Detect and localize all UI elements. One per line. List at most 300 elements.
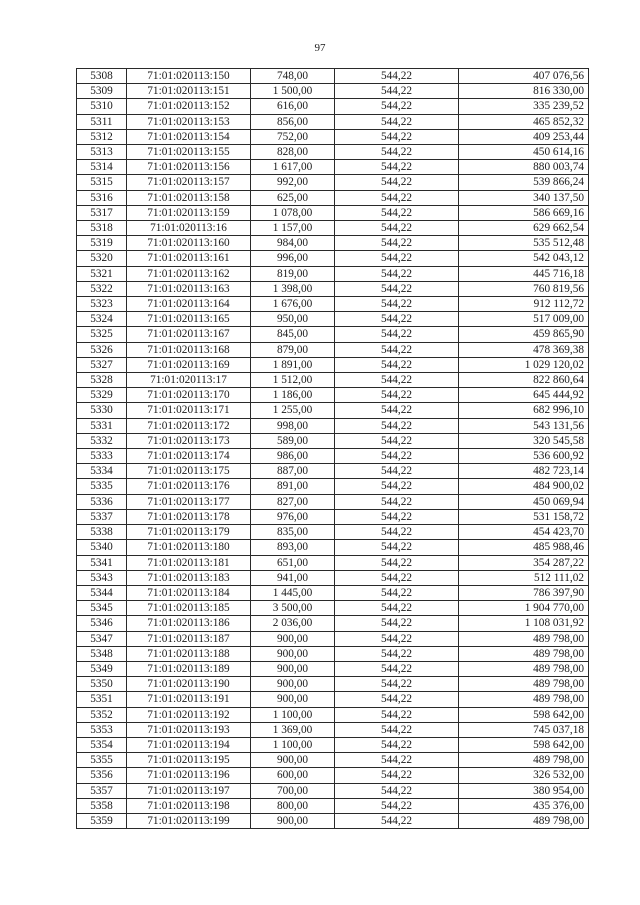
table-row (77, 190, 589, 205)
table-row (77, 297, 589, 312)
table-row (77, 753, 589, 768)
cadastral-value-cell: 380 954,00 (459, 783, 589, 798)
table-row (77, 175, 589, 190)
row-number-cell: 5355 (77, 753, 127, 768)
row-number-cell: 5325 (77, 327, 127, 342)
cadastral-value-cell: 598 642,00 (459, 737, 589, 752)
cadastral-number-cell: 71:01:020113:184 (127, 585, 251, 600)
unit-value-cell: 544,22 (335, 783, 459, 798)
cadastral-number-cell: 71:01:020113:174 (127, 449, 251, 464)
table-row (77, 768, 589, 783)
table-row (77, 99, 589, 114)
cadastral-value-cell: 454 423,70 (459, 525, 589, 540)
table-row (77, 221, 589, 236)
row-number-cell: 5358 (77, 798, 127, 813)
unit-value-cell: 544,22 (335, 585, 459, 600)
row-number-cell: 5330 (77, 403, 127, 418)
area-cell: 856,00 (251, 114, 335, 129)
unit-value-cell: 544,22 (335, 737, 459, 752)
area-cell: 900,00 (251, 753, 335, 768)
cadastral-number-cell: 71:01:020113:187 (127, 631, 251, 646)
cadastral-value-cell: 1 904 770,00 (459, 601, 589, 616)
table-row (77, 145, 589, 160)
cadastral-value-cell: 745 037,18 (459, 722, 589, 737)
row-number-cell: 5321 (77, 266, 127, 281)
unit-value-cell: 544,22 (335, 540, 459, 555)
cadastral-number-cell: 71:01:020113:189 (127, 661, 251, 676)
area-cell: 998,00 (251, 418, 335, 433)
cadastral-number-cell: 71:01:020113:183 (127, 570, 251, 585)
unit-value-cell: 544,22 (335, 221, 459, 236)
cadastral-value-cell: 489 798,00 (459, 631, 589, 646)
cadastral-number-cell: 71:01:020113:158 (127, 190, 251, 205)
row-number-cell: 5320 (77, 251, 127, 266)
table-row (77, 494, 589, 509)
cadastral-number-cell: 71:01:020113:164 (127, 297, 251, 312)
table-row (77, 342, 589, 357)
cadastral-number-cell: 71:01:020113:191 (127, 692, 251, 707)
unit-value-cell: 544,22 (335, 479, 459, 494)
cadastral-number-cell: 71:01:020113:188 (127, 646, 251, 661)
table-row (77, 813, 589, 828)
cadastral-value-cell: 407 076,56 (459, 69, 589, 84)
area-cell: 2 036,00 (251, 616, 335, 631)
unit-value-cell: 544,22 (335, 175, 459, 190)
cadastral-value-table (76, 68, 589, 829)
area-cell: 879,00 (251, 342, 335, 357)
area-cell: 992,00 (251, 175, 335, 190)
cadastral-number-cell: 71:01:020113:167 (127, 327, 251, 342)
unit-value-cell: 544,22 (335, 449, 459, 464)
area-cell: 616,00 (251, 99, 335, 114)
table-row (77, 357, 589, 372)
row-number-cell: 5349 (77, 661, 127, 676)
cadastral-value-cell: 586 669,16 (459, 205, 589, 220)
cadastral-value-cell: 531 158,72 (459, 509, 589, 524)
unit-value-cell: 544,22 (335, 433, 459, 448)
cadastral-value-cell: 489 798,00 (459, 692, 589, 707)
unit-value-cell: 544,22 (335, 205, 459, 220)
cadastral-number-cell: 71:01:020113:17 (127, 373, 251, 388)
table-row (77, 631, 589, 646)
table-row (77, 160, 589, 175)
area-cell: 800,00 (251, 798, 335, 813)
row-number-cell: 5317 (77, 205, 127, 220)
unit-value-cell: 544,22 (335, 129, 459, 144)
table-row (77, 251, 589, 266)
table-row (77, 737, 589, 752)
table-row (77, 373, 589, 388)
row-number-cell: 5332 (77, 433, 127, 448)
row-number-cell: 5353 (77, 722, 127, 737)
table-row (77, 570, 589, 585)
row-number-cell: 5322 (77, 281, 127, 296)
table-row (77, 281, 589, 296)
unit-value-cell: 544,22 (335, 631, 459, 646)
table-row (77, 327, 589, 342)
unit-value-cell: 544,22 (335, 813, 459, 828)
area-cell: 700,00 (251, 783, 335, 798)
unit-value-cell: 544,22 (335, 661, 459, 676)
unit-value-cell: 544,22 (335, 677, 459, 692)
unit-value-cell: 544,22 (335, 722, 459, 737)
row-number-cell: 5335 (77, 479, 127, 494)
area-cell: 900,00 (251, 813, 335, 828)
area-cell: 3 500,00 (251, 601, 335, 616)
cadastral-number-cell: 71:01:020113:181 (127, 555, 251, 570)
unit-value-cell: 544,22 (335, 327, 459, 342)
area-cell: 996,00 (251, 251, 335, 266)
area-cell: 589,00 (251, 433, 335, 448)
table-row (77, 661, 589, 676)
unit-value-cell: 544,22 (335, 145, 459, 160)
cadastral-value-cell: 816 330,00 (459, 84, 589, 99)
table-body (77, 69, 589, 829)
cadastral-number-cell: 71:01:020113:16 (127, 221, 251, 236)
cadastral-number-cell: 71:01:020113:163 (127, 281, 251, 296)
area-cell: 941,00 (251, 570, 335, 585)
cadastral-value-cell: 450 069,94 (459, 494, 589, 509)
unit-value-cell: 544,22 (335, 342, 459, 357)
cadastral-number-cell: 71:01:020113:190 (127, 677, 251, 692)
row-number-cell: 5309 (77, 84, 127, 99)
cadastral-number-cell: 71:01:020113:150 (127, 69, 251, 84)
cadastral-value-cell: 629 662,54 (459, 221, 589, 236)
row-number-cell: 5308 (77, 69, 127, 84)
cadastral-value-cell: 539 866,24 (459, 175, 589, 190)
table-row (77, 479, 589, 494)
area-cell: 625,00 (251, 190, 335, 205)
row-number-cell: 5316 (77, 190, 127, 205)
area-cell: 651,00 (251, 555, 335, 570)
area-cell: 1 078,00 (251, 205, 335, 220)
cadastral-number-cell: 71:01:020113:199 (127, 813, 251, 828)
area-cell: 900,00 (251, 677, 335, 692)
row-number-cell: 5343 (77, 570, 127, 585)
area-cell: 887,00 (251, 464, 335, 479)
cadastral-number-cell: 71:01:020113:152 (127, 99, 251, 114)
cadastral-value-cell: 645 444,92 (459, 388, 589, 403)
cadastral-value-cell: 482 723,14 (459, 464, 589, 479)
unit-value-cell: 544,22 (335, 525, 459, 540)
unit-value-cell: 544,22 (335, 297, 459, 312)
row-number-cell: 5347 (77, 631, 127, 646)
unit-value-cell: 544,22 (335, 388, 459, 403)
unit-value-cell: 544,22 (335, 373, 459, 388)
table-row (77, 312, 589, 327)
cadastral-value-cell: 465 852,32 (459, 114, 589, 129)
cadastral-value-cell: 435 376,00 (459, 798, 589, 813)
table-row (77, 205, 589, 220)
area-cell: 1 157,00 (251, 221, 335, 236)
cadastral-number-cell: 71:01:020113:154 (127, 129, 251, 144)
cadastral-value-cell: 912 112,72 (459, 297, 589, 312)
area-cell: 1 617,00 (251, 160, 335, 175)
table-row (77, 707, 589, 722)
area-cell: 1 445,00 (251, 585, 335, 600)
unit-value-cell: 544,22 (335, 281, 459, 296)
table-row (77, 692, 589, 707)
row-number-cell: 5318 (77, 221, 127, 236)
cadastral-number-cell: 71:01:020113:175 (127, 464, 251, 479)
area-cell: 900,00 (251, 692, 335, 707)
table-row (77, 449, 589, 464)
cadastral-number-cell: 71:01:020113:194 (127, 737, 251, 752)
cadastral-value-cell: 450 614,16 (459, 145, 589, 160)
row-number-cell: 5356 (77, 768, 127, 783)
cadastral-number-cell: 71:01:020113:178 (127, 509, 251, 524)
cadastral-number-cell: 71:01:020113:170 (127, 388, 251, 403)
cadastral-number-cell: 71:01:020113:153 (127, 114, 251, 129)
cadastral-value-cell: 760 819,56 (459, 281, 589, 296)
area-cell: 950,00 (251, 312, 335, 327)
unit-value-cell: 544,22 (335, 707, 459, 722)
cadastral-value-cell: 786 397,90 (459, 585, 589, 600)
area-cell: 752,00 (251, 129, 335, 144)
cadastral-number-cell: 71:01:020113:192 (127, 707, 251, 722)
cadastral-value-cell: 445 716,18 (459, 266, 589, 281)
table-row (77, 236, 589, 251)
table-row (77, 433, 589, 448)
area-cell: 1 369,00 (251, 722, 335, 737)
cadastral-value-cell: 320 545,58 (459, 433, 589, 448)
table-row (77, 129, 589, 144)
cadastral-number-cell: 71:01:020113:172 (127, 418, 251, 433)
unit-value-cell: 544,22 (335, 236, 459, 251)
table-row (77, 266, 589, 281)
page-number: 97 (314, 42, 326, 54)
table-row (77, 601, 589, 616)
area-cell: 819,00 (251, 266, 335, 281)
cadastral-value-cell: 326 532,00 (459, 768, 589, 783)
row-number-cell: 5338 (77, 525, 127, 540)
row-number-cell: 5323 (77, 297, 127, 312)
unit-value-cell: 544,22 (335, 190, 459, 205)
row-number-cell: 5314 (77, 160, 127, 175)
unit-value-cell: 544,22 (335, 616, 459, 631)
row-number-cell: 5336 (77, 494, 127, 509)
cadastral-number-cell: 71:01:020113:159 (127, 205, 251, 220)
cadastral-number-cell: 71:01:020113:171 (127, 403, 251, 418)
unit-value-cell: 544,22 (335, 798, 459, 813)
cadastral-value-cell: 682 996,10 (459, 403, 589, 418)
cadastral-value-cell: 542 043,12 (459, 251, 589, 266)
cadastral-value-cell: 535 512,48 (459, 236, 589, 251)
area-cell: 976,00 (251, 509, 335, 524)
area-cell: 1 255,00 (251, 403, 335, 418)
table-row (77, 646, 589, 661)
cadastral-value-cell: 459 865,90 (459, 327, 589, 342)
row-number-cell: 5312 (77, 129, 127, 144)
cadastral-number-cell: 71:01:020113:156 (127, 160, 251, 175)
cadastral-value-cell: 822 860,64 (459, 373, 589, 388)
cadastral-number-cell: 71:01:020113:165 (127, 312, 251, 327)
cadastral-value-cell: 536 600,92 (459, 449, 589, 464)
cadastral-value-cell: 409 253,44 (459, 129, 589, 144)
area-cell: 900,00 (251, 631, 335, 646)
cadastral-number-cell: 71:01:020113:157 (127, 175, 251, 190)
unit-value-cell: 544,22 (335, 646, 459, 661)
row-number-cell: 5354 (77, 737, 127, 752)
area-cell: 1 100,00 (251, 707, 335, 722)
table-row (77, 403, 589, 418)
area-cell: 827,00 (251, 494, 335, 509)
cadastral-number-cell: 71:01:020113:173 (127, 433, 251, 448)
row-number-cell: 5326 (77, 342, 127, 357)
unit-value-cell: 544,22 (335, 114, 459, 129)
row-number-cell: 5350 (77, 677, 127, 692)
table-row (77, 722, 589, 737)
cadastral-number-cell: 71:01:020113:169 (127, 357, 251, 372)
unit-value-cell: 544,22 (335, 768, 459, 783)
table-row (77, 798, 589, 813)
cadastral-number-cell: 71:01:020113:180 (127, 540, 251, 555)
unit-value-cell: 544,22 (335, 494, 459, 509)
unit-value-cell: 544,22 (335, 601, 459, 616)
cadastral-value-cell: 1 029 120,02 (459, 357, 589, 372)
table-row (77, 69, 589, 84)
cadastral-number-cell: 71:01:020113:160 (127, 236, 251, 251)
table-row (77, 616, 589, 631)
cadastral-value-cell: 340 137,50 (459, 190, 589, 205)
area-cell: 1 891,00 (251, 357, 335, 372)
area-cell: 828,00 (251, 145, 335, 160)
table-row (77, 418, 589, 433)
table-row (77, 509, 589, 524)
row-number-cell: 5319 (77, 236, 127, 251)
table-row (77, 464, 589, 479)
row-number-cell: 5327 (77, 357, 127, 372)
cadastral-value-cell: 517 009,00 (459, 312, 589, 327)
area-cell: 1 186,00 (251, 388, 335, 403)
cadastral-number-cell: 71:01:020113:162 (127, 266, 251, 281)
row-number-cell: 5315 (77, 175, 127, 190)
row-number-cell: 5346 (77, 616, 127, 631)
area-cell: 748,00 (251, 69, 335, 84)
cadastral-number-cell: 71:01:020113:185 (127, 601, 251, 616)
unit-value-cell: 544,22 (335, 266, 459, 281)
table-row (77, 540, 589, 555)
area-cell: 984,00 (251, 236, 335, 251)
area-cell: 845,00 (251, 327, 335, 342)
area-cell: 600,00 (251, 768, 335, 783)
unit-value-cell: 544,22 (335, 251, 459, 266)
cadastral-value-cell: 354 287,22 (459, 555, 589, 570)
cadastral-value-cell: 489 798,00 (459, 813, 589, 828)
cadastral-number-cell: 71:01:020113:193 (127, 722, 251, 737)
area-cell: 893,00 (251, 540, 335, 555)
unit-value-cell: 544,22 (335, 357, 459, 372)
area-cell: 1 100,00 (251, 737, 335, 752)
row-number-cell: 5334 (77, 464, 127, 479)
cadastral-value-cell: 512 111,02 (459, 570, 589, 585)
area-cell: 1 676,00 (251, 297, 335, 312)
row-number-cell: 5357 (77, 783, 127, 798)
area-cell: 1 500,00 (251, 84, 335, 99)
row-number-cell: 5344 (77, 585, 127, 600)
cadastral-number-cell: 71:01:020113:195 (127, 753, 251, 768)
cadastral-value-cell: 598 642,00 (459, 707, 589, 722)
cadastral-value-cell: 484 900,02 (459, 479, 589, 494)
row-number-cell: 5331 (77, 418, 127, 433)
cadastral-number-cell: 71:01:020113:161 (127, 251, 251, 266)
row-number-cell: 5345 (77, 601, 127, 616)
area-cell: 835,00 (251, 525, 335, 540)
area-cell: 900,00 (251, 661, 335, 676)
unit-value-cell: 544,22 (335, 555, 459, 570)
cadastral-value-cell: 489 798,00 (459, 646, 589, 661)
cadastral-number-cell: 71:01:020113:196 (127, 768, 251, 783)
cadastral-number-cell: 71:01:020113:168 (127, 342, 251, 357)
row-number-cell: 5310 (77, 99, 127, 114)
row-number-cell: 5348 (77, 646, 127, 661)
cadastral-value-cell: 485 988,46 (459, 540, 589, 555)
table-row (77, 585, 589, 600)
table-row (77, 525, 589, 540)
table-row (77, 677, 589, 692)
row-number-cell: 5324 (77, 312, 127, 327)
area-cell: 1 398,00 (251, 281, 335, 296)
unit-value-cell: 544,22 (335, 84, 459, 99)
unit-value-cell: 544,22 (335, 69, 459, 84)
area-cell: 1 512,00 (251, 373, 335, 388)
cadastral-value-cell: 880 003,74 (459, 160, 589, 175)
cadastral-value-cell: 543 131,56 (459, 418, 589, 433)
row-number-cell: 5351 (77, 692, 127, 707)
unit-value-cell: 544,22 (335, 160, 459, 175)
unit-value-cell: 544,22 (335, 692, 459, 707)
cadastral-number-cell: 71:01:020113:155 (127, 145, 251, 160)
cadastral-value-cell: 478 369,38 (459, 342, 589, 357)
row-number-cell: 5333 (77, 449, 127, 464)
cadastral-value-cell: 335 239,52 (459, 99, 589, 114)
cadastral-number-cell: 71:01:020113:186 (127, 616, 251, 631)
area-cell: 891,00 (251, 479, 335, 494)
cadastral-value-cell: 489 798,00 (459, 661, 589, 676)
cadastral-number-cell: 71:01:020113:197 (127, 783, 251, 798)
cadastral-value-cell: 489 798,00 (459, 753, 589, 768)
row-number-cell: 5328 (77, 373, 127, 388)
row-number-cell: 5340 (77, 540, 127, 555)
cadastral-number-cell: 71:01:020113:198 (127, 798, 251, 813)
area-cell: 900,00 (251, 646, 335, 661)
table-row (77, 114, 589, 129)
cadastral-number-cell: 71:01:020113:176 (127, 479, 251, 494)
cadastral-value-cell: 1 108 031,92 (459, 616, 589, 631)
unit-value-cell: 544,22 (335, 418, 459, 433)
table-row (77, 388, 589, 403)
cadastral-value-cell: 489 798,00 (459, 677, 589, 692)
row-number-cell: 5359 (77, 813, 127, 828)
unit-value-cell: 544,22 (335, 312, 459, 327)
row-number-cell: 5352 (77, 707, 127, 722)
table-row (77, 783, 589, 798)
row-number-cell: 5311 (77, 114, 127, 129)
unit-value-cell: 544,22 (335, 753, 459, 768)
area-cell: 986,00 (251, 449, 335, 464)
unit-value-cell: 544,22 (335, 509, 459, 524)
row-number-cell: 5313 (77, 145, 127, 160)
unit-value-cell: 544,22 (335, 570, 459, 585)
cadastral-number-cell: 71:01:020113:151 (127, 84, 251, 99)
unit-value-cell: 544,22 (335, 403, 459, 418)
unit-value-cell: 544,22 (335, 99, 459, 114)
table-row (77, 84, 589, 99)
row-number-cell: 5341 (77, 555, 127, 570)
cadastral-number-cell: 71:01:020113:179 (127, 525, 251, 540)
cadastral-number-cell: 71:01:020113:177 (127, 494, 251, 509)
unit-value-cell: 544,22 (335, 464, 459, 479)
